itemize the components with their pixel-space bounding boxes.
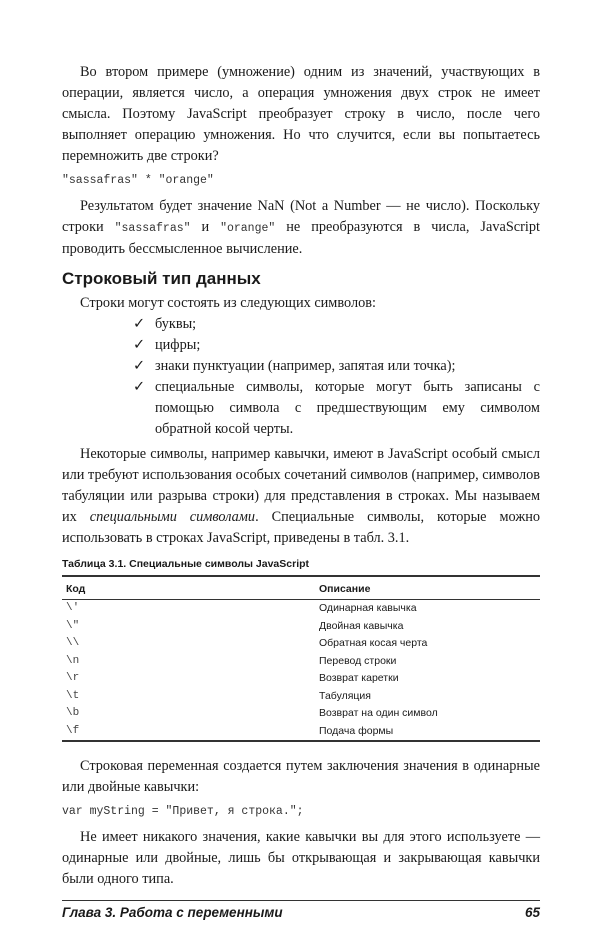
list-item: ✓ специальные символы, которые могут быть записаны с помощью символа с предшествующим ему символом обратной косой черты. — [133, 379, 540, 437]
paragraph-quotes: Не имеет никакого значения, какие кавычки вы для этого используете — одинарные или двойные, лишь бы открывающая и закрывающая кавычки были одного типа. — [62, 829, 540, 887]
list-item: ✓ буквы; — [133, 314, 540, 335]
text: не преобразуются в числа, JavaScript проводить бессмысленное вычисление. — [62, 219, 540, 257]
text: и — [190, 219, 221, 235]
checkmark-icon: ✓ — [133, 337, 145, 353]
table-row: \f Подача формы — [66, 724, 394, 737]
paragraph-special-chars — [62, 444, 540, 549]
paragraph-multiplication: Во втором примере (умножение) одним из значений, участвующих в операции, является число, а операция умножения двух строк не имеет смысла. Поэтому JavaScript преобразует строку в число, после чего выполняет операцию умножения. Но что случится, если вы попытаетесь перемножить две строки? — [62, 64, 540, 164]
inline-code: "sassafras" — [114, 222, 191, 235]
list-item: ✓ знаки пунктуации (например, запятая или точка); — [133, 356, 540, 377]
table-row: \' Одинарная кавычка — [66, 602, 417, 614]
page-number: 65 — [524, 905, 540, 920]
checkmark-icon: ✓ — [133, 316, 145, 332]
column-header-description: Описание — [315, 576, 540, 600]
inline-code: "orange" — [220, 222, 276, 235]
paragraph-string-variable: Строковая переменная создается путем заключения значения в одинарные или двойные кавычки: — [62, 758, 540, 795]
text: Некоторые символы, например кавычки, имеют в JavaScript особый смысл или требуют использования особых сочетаний символов (например, символов табуляции или разрыва строки) для представления в строках. Мы называем их — [62, 446, 540, 525]
special-chars-table — [62, 575, 540, 742]
code-example-string: var myString = "Привет, я строка."; — [62, 805, 304, 818]
paragraph-nan — [62, 196, 540, 260]
intro-text: Строки могут состоять из следующих символов: — [80, 295, 376, 311]
table-row: \b Возврат на один символ — [66, 707, 438, 719]
table-header-row — [62, 576, 540, 600]
column-header-code: Код — [62, 576, 315, 600]
footer-rule — [62, 900, 540, 901]
text: Результатом будет значение NaN (Not a Number — не число). Поскольку строки — [62, 198, 540, 235]
checkmark-icon: ✓ — [133, 379, 145, 395]
code-example-multiply: "sassafras" * "orange" — [62, 174, 214, 187]
emphasis: специальными символами — [89, 509, 256, 525]
table-row: \r Возврат каретки — [66, 672, 399, 684]
page-footer — [62, 904, 540, 922]
section-heading: Строковый тип данных — [62, 269, 261, 288]
bullet-list — [133, 314, 540, 440]
table-row: \" Двойная кавычка — [66, 619, 404, 632]
table-row: \n Перевод строки — [66, 654, 397, 667]
chapter-title: Глава 3. Работа с переменными — [62, 905, 283, 920]
table-row: \\ Обратная косая черта — [66, 637, 428, 649]
list-item: ✓ цифры; — [133, 335, 540, 356]
table-row: \t Табуляция — [66, 689, 371, 702]
text: . Специальные символы, которые можно использовать в строках JavaScript, приведены в табл. 3.1. — [62, 509, 541, 546]
table-caption: Таблица 3.1. Специальные символы JavaScript — [62, 558, 310, 570]
checkmark-icon: ✓ — [133, 358, 145, 374]
